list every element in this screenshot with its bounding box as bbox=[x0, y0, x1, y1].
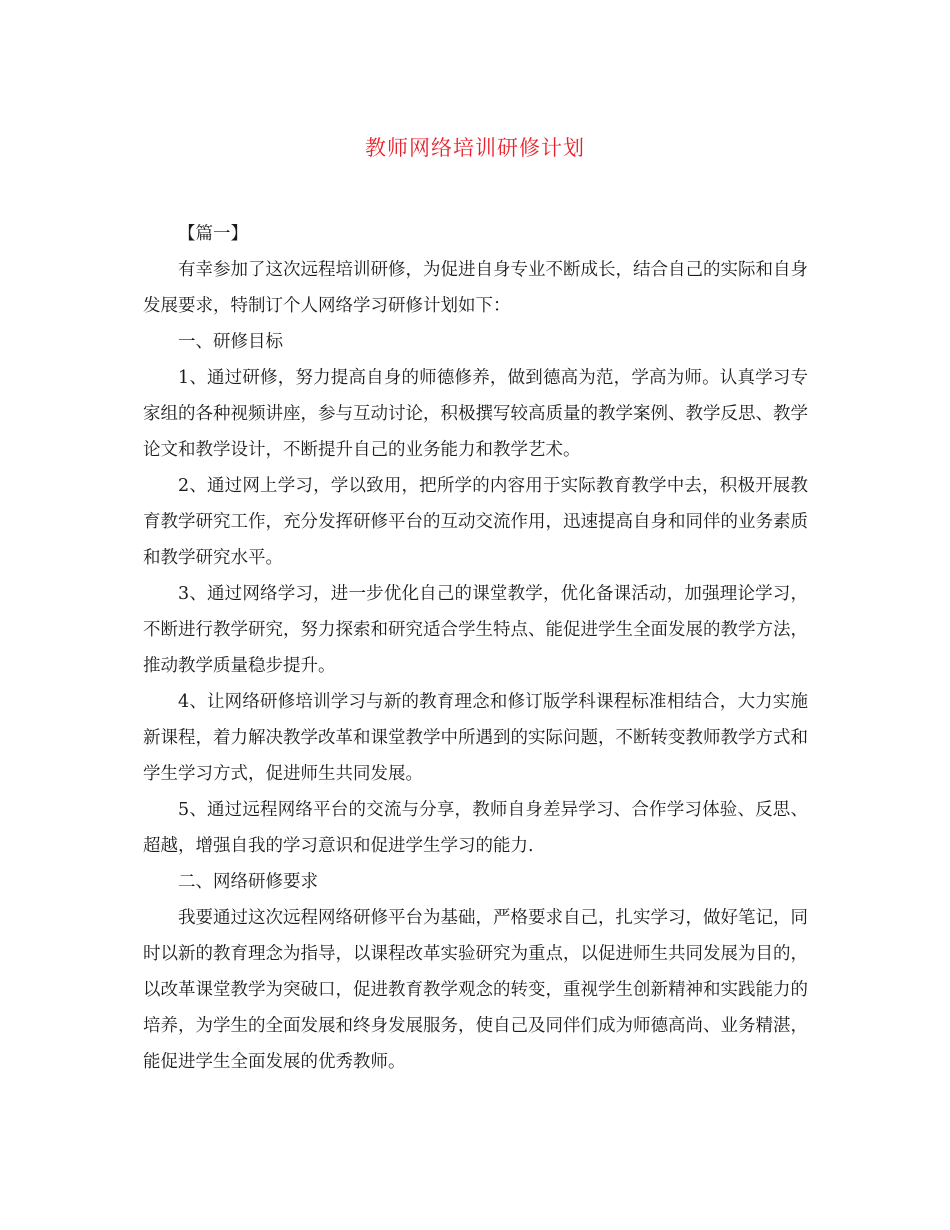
goal-item-3: 3、通过网络学习，进一步优化自己的课堂教学，优化备课活动，加强理论学习，不断进行教学研究，努力探索和研究适合学生特点、能促进学生全面发展的教学方法，推动教学质量稳步提升。 bbox=[143, 584, 808, 676]
goal-item-4: 4、让网络研修培训学习与新的教育理念和修订版学科课程标准相结合，大力实施新课程，着力解决教学改革和课堂教学中所遇到的实际问题，不断转变教师教学方式和学生学习方式，促进师生共同发展。 bbox=[143, 692, 808, 784]
document-title: 教师网络培训研修计划 bbox=[365, 136, 585, 160]
goal-item-5: 5、通过远程网络平台的交流与分享，教师自身差异学习、合作学习体验、反思、超越，增强自我的学习意识和促进学生学习的能力. bbox=[143, 800, 808, 856]
document-body bbox=[143, 216, 808, 1080]
goal-item-1: 1、通过研修，努力提高自身的师德修养，做到德高为范，学高为师。认真学习专家组的各种视频讲座，参与互动讨论，积极撰写较高质量的教学案例、教学反思、教学论文和教学设计，不断提升自己的业务能力和教学艺术。 bbox=[143, 368, 808, 460]
heading-research-goals: 一、研修目标 bbox=[178, 332, 283, 352]
goal-item-2: 2、通过网上学习，学以致用，把所学的内容用于实际教育教学中去，积极开展教育教学研究工作，充分发挥研修平台的互动交流作用，迅速提高自身和同伴的业务素质和教学研究水平。 bbox=[143, 476, 808, 568]
heading-research-requirements: 二、网络研修要求 bbox=[178, 872, 318, 892]
section-label: 【篇一】 bbox=[178, 224, 248, 244]
intro-paragraph: 有幸参加了这次远程培训研修，为促进自身专业不断成长，结合自己的实际和自身发展要求，特制订个人网络学习研修计划如下： bbox=[143, 260, 808, 316]
requirement-paragraph: 我要通过这次远程网络研修平台为基础，严格要求自己，扎实学习，做好笔记，同时以新的教育理念为指导，以课程改革实验研究为重点，以促进师生共同发展为目的，以改革课堂教学为突破口，促进教育教学观念的转变，重视学生创新精神和实践能力的培养，为学生的全面发展和终身发展服务，使自己及同伴们成为师德高尚、业务精湛，能促进学生全面发展的优秀教师。 bbox=[143, 908, 808, 1072]
